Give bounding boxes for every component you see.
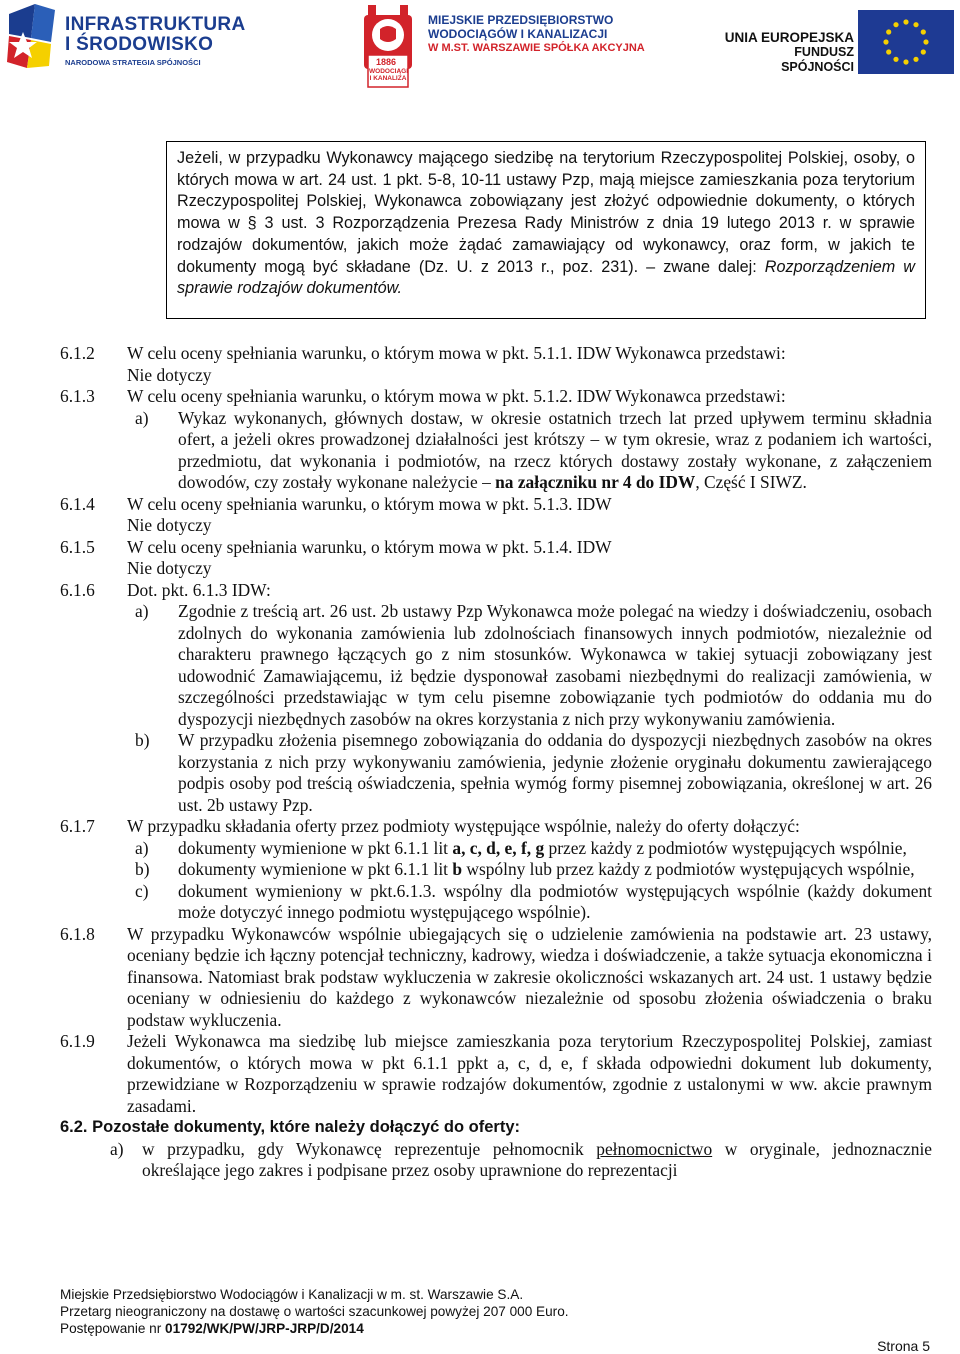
page-number: Strona 5	[877, 1338, 930, 1354]
list-pre: dokumenty wymienione w pkt 6.1.1 lit	[178, 837, 453, 858]
logo1-line3: NARODOWA STRATEGIA SPÓJNOŚCI	[65, 58, 201, 67]
section-text: W celu oceny spełniania warunku, o którym mowa w pkt. 5.1.2. IDW Wykonawca przedstawi:	[127, 386, 786, 406]
section-text: W przypadku składania oferty przez podmioty występujące wspólnie, należy do oferty dołączyć:	[127, 816, 800, 836]
logo1-line2: I ŚRODOWISKO	[65, 34, 214, 55]
list-item	[135, 838, 932, 860]
list-text: Wykaz wykonanych, głównych dostaw, w okresie ostatnich trzech lat przed upływem terminu składnia ofert, a jeżeli okres prowadzonej działalności jest krótszy – w tym okresie, wraz z podaniem ich wartości, przedmiotu, dat wykonania i podmiotów, na rzecz których dostawy zostały wykonane, z załączeniem dowodów, czy zostały wykonane należycie –	[178, 407, 932, 492]
footer-line2: Przetarg nieograniczony na dostawę o wartości szacunkowej powyżej 207 000 Euro.	[60, 1304, 569, 1319]
ue-name	[724, 30, 854, 75]
list-bold: a, c, d, e, f, g	[452, 837, 545, 858]
footer-line1: Miejskie Przedsiębiorstwo Wodociągów i Kanalizacji w m. st. Warszawie S.A.	[60, 1287, 524, 1302]
list-item	[135, 859, 932, 881]
list-pre: dokumenty wymienione w pkt 6.1.1 lit	[178, 859, 453, 879]
footer-line3-bold: 01792/WK/PW/JRP-JRP/D/2014	[165, 1321, 364, 1336]
logo3-line2: FUNDUSZ SPÓJNOŚCI	[781, 45, 854, 74]
list-post: w oryginale, jednoznacznie określające jego zakres i podpisane przez osoby uprawnione do reprezentacji	[142, 1138, 932, 1180]
infrastruktura-logo	[5, 4, 255, 74]
list-label: a)	[135, 407, 149, 428]
section-number: 6.1.7	[60, 816, 95, 836]
crest-text: WODOCIĄGI I KANALIZA	[369, 68, 408, 82]
list-text: Zgodnie z treścią art. 26 ust. 2b ustawy Pzp Wykonawca może polegać na wiedzy i doświadczeniu, osobach zdolnych do wykonania zamówienia lub zdolnościach finansowych innych podmiotów, niezależnie od charakteru prawnego łączących go z nim stosunków. Wykonawca w takiej sytuacji zobowiązany jest udowodnić Zamawiającemu, iż będzie dysponował zasobami niezbędnymi do realizacji zamówienia, w szczególności przedstawiając w tym celu pisemne zobowiązanie tych podmiotów do oddania mu do dyspozycji niezbędnych zasobów na okres korzystania z nich przy wykonywaniu zamówienia.	[178, 601, 932, 729]
boxed-italic: Rozporządzeniem w sprawie rodzajów dokumentów.	[177, 257, 915, 298]
header	[0, 0, 960, 95]
list-text: W przypadku złożenia pisemnego zobowiązania do oddania do dyspozycji niezbędnych zasobów na okres korzystania z nich przy wykonywaniu zamówienia, jedynie złożenie oryginału dokumentu zawierającego podpis osoby pod treścią oświadczenia, spełnia wymóg formy pisemnej zobowiązania, określonej w art. 26 ust. 2b ustawy Pzp.	[178, 730, 932, 815]
list-underline: pełnomocnictwo	[596, 1138, 713, 1159]
logo2-line2: WODOCIĄGÓW I KANALIZACJI	[428, 27, 608, 41]
logo3-line1: UNIA EUROPEJSKA	[724, 30, 854, 45]
list-post: wspólny lub przez każdy z podmiotów występujących wspólnie,	[462, 859, 915, 879]
logo2-line1: MIEJSKIE PRZEDSIĘBIORSTWO	[428, 13, 614, 27]
footer-line3	[60, 1320, 940, 1337]
section-6-1-7	[0, 816, 960, 924]
list-item	[110, 1139, 932, 1182]
list-label: b)	[135, 859, 150, 879]
crest-year: 1886	[376, 57, 397, 67]
section-number: 6.1.2	[60, 343, 95, 363]
list-end: , Część I SIWZ.	[695, 472, 807, 492]
section-number: 6.1.9	[60, 1031, 95, 1051]
list-item	[135, 408, 932, 494]
list-label: a)	[110, 1138, 124, 1159]
mpwik-crest	[358, 5, 418, 89]
footer	[60, 1286, 940, 1337]
section-note: Nie dotyczy	[127, 364, 212, 385]
section-text: Dot. pkt. 6.1.3 IDW:	[127, 579, 271, 600]
footer-line3-pre: Postępowanie nr	[60, 1321, 166, 1336]
section-number: 6.1.6	[60, 579, 95, 600]
section-text: Jeżeli Wykonawca ma siedzibę lub miejsce zamieszkania poza terytorium Rzeczypospolitej Polskiej, zamiast dokumentów, o których mowa w pkt 6.1.1 ppkt a, c, d, e, f składa odpowiedni dokument lub dokumenty, przewidziane w Rozporządzeniu w sprawie rodzajów dokumentów, zgodnie z ustalonymi w ww. akcie prawnym zasadami.	[127, 1031, 932, 1116]
infrastruktura-emblem-icon	[5, 4, 57, 70]
list-pre: w przypadku, gdy Wykonawcę reprezentuje pełnomocnik	[142, 1138, 597, 1159]
section-number: 6.1.8	[60, 923, 95, 944]
section-number: 6.1.4	[60, 493, 95, 514]
list-bold: na załączniku nr 4 do IDW	[495, 472, 696, 492]
section-text: W celu oceny spełniania warunku, o którym mowa w pkt. 5.1.3. IDW	[127, 493, 612, 514]
eu-flag-icon	[858, 10, 954, 74]
boxed-paragraph	[166, 141, 926, 319]
section-number: 6.1.3	[60, 386, 95, 406]
section-6-1-4	[0, 494, 960, 537]
list-text: dokument wymieniony w pkt.6.1.3. wspólny dla podmiotów występujących wspólnie (każdy dokument może dotyczyć innego podmiotu występującego wspólnie).	[178, 880, 932, 922]
section-6-1-9	[0, 1031, 960, 1117]
list-label: a)	[135, 601, 149, 621]
section-text: W celu oceny spełniania warunku, o którym mowa w pkt. 5.1.1. IDW Wykonawca przedstawi:	[127, 343, 786, 363]
logo1-line1: INFRASTRUKTURA	[65, 14, 246, 35]
section-text: W celu oceny spełniania warunku, o którym mowa w pkt. 5.1.4. IDW	[127, 536, 612, 557]
section-text: W przypadku Wykonawców wspólnie ubiegających się o udzielenie zamówienia na podstawie art. 23 ustawy, oceniany będzie ich łączny potencjał techniczny, kadrowy, wiedza i doświadczenie, a także sytuacja ekonomiczna i finansowa. Natomiast brak podstaw wykluczenia w zakresie okoliczności wskazanych art. 24 ust. 1 ustawy będzie oceniany w odniesieniu do każdego z wykonawców niezależnie od sposobu złożenia oświadczenia o braku podstaw wykluczenia.	[127, 923, 932, 1030]
list-post: przez każdy z podmiotów występujących wspólnie,	[544, 837, 907, 858]
section-6-2-heading: 6.2. Pozostałe dokumenty, które należy dołączyć do oferty:	[60, 1118, 520, 1136]
boxed-text: Jeżeli, w przypadku Wykonawcy mającego siedzibę na terytorium Rzeczypospolitej Polskiej, osoby, o których mowa w art. 24 ust. 1 pkt. 5-8, 10-11 ustawy Pzp, mają miejsce zamieszkania poza terytorium Rzeczypospolitej Polskiej, Wykonawca zobowiązany jest złożyć odpowiednie dokumenty, o których mowa w § 3 ust. 3 Rozporządzenia Prezesa Rady Ministrów z dnia 19 lutego 2013 r. w sprawie rodzajów dokumentów, jakich może żądać zamawiający od wykonawcy, oraz form, w jakich te dokumenty mogą być składane (Dz. U. z 2013 r., poz. 231). – zwane dalej:	[177, 149, 915, 276]
list-label: a)	[135, 837, 149, 858]
list-item	[135, 730, 932, 816]
list-label: c)	[135, 880, 149, 901]
list-bold: b	[452, 859, 463, 879]
section-6-1-5	[0, 537, 960, 580]
section-6-1-6	[0, 580, 960, 817]
section-6-1-2	[0, 343, 960, 386]
logo2-line3: W M.ST. WARSZAWIE SPÓŁKA AKCYJNA	[428, 42, 645, 54]
list-item	[135, 601, 932, 730]
section-note: Nie dotyczy	[127, 558, 212, 578]
section-note: Nie dotyczy	[127, 515, 212, 535]
list-item	[135, 881, 932, 924]
mpwik-name	[428, 13, 668, 55]
section-number: 6.1.5	[60, 536, 95, 557]
section-6-1-8	[0, 924, 960, 1032]
document-body	[0, 343, 960, 1182]
section-6-1-3	[0, 386, 960, 494]
list-label: b)	[135, 730, 150, 750]
